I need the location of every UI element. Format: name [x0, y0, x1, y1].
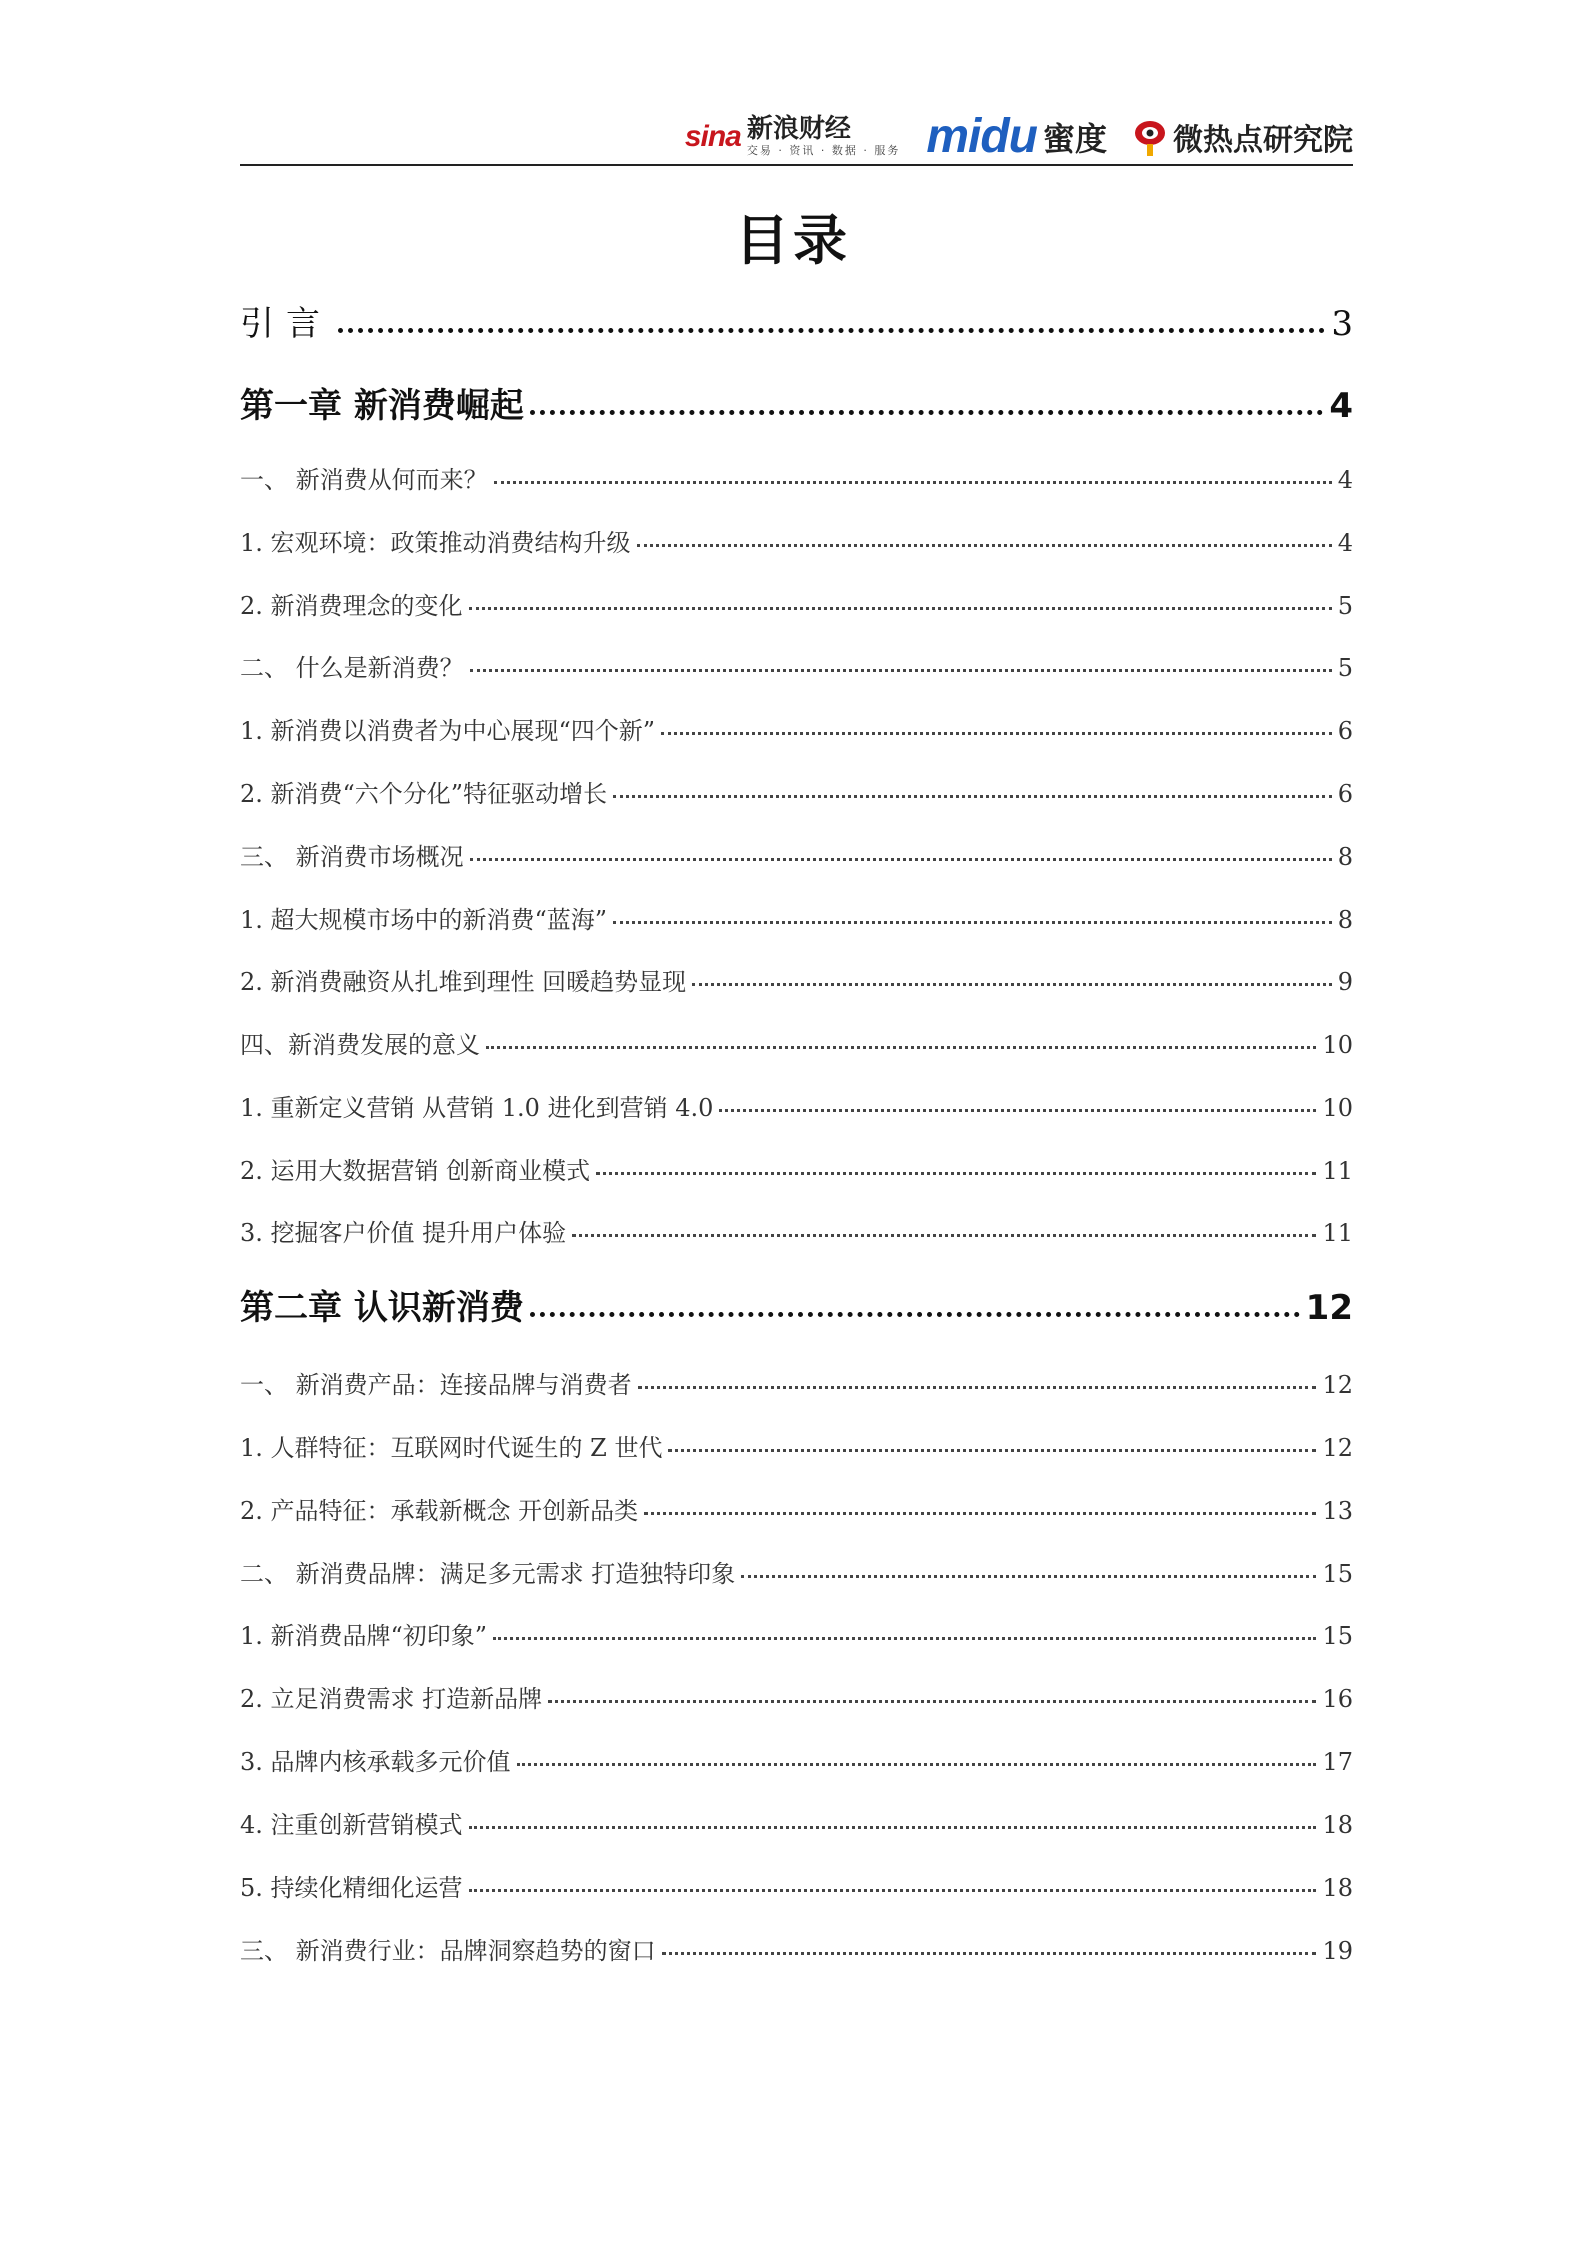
toc-page-number: 12 [1305, 1288, 1353, 1328]
toc-dot-leader [719, 1109, 1316, 1112]
toc-page-number: 6 [1337, 717, 1353, 745]
toc-page-number: 19 [1322, 1937, 1353, 1965]
toc-page-number: 3 [1331, 304, 1353, 344]
toc-entry-label: 1. 重新定义营销 从营销 1.0 进化到营销 4.0 [240, 1094, 714, 1122]
toc-section-entry[interactable] [240, 1931, 1353, 1966]
toc-page-number: 4 [1329, 386, 1353, 426]
toc-section-entry[interactable] [240, 1805, 1353, 1840]
toc-entry-label: 1. 超大规模市场中的新消费“蓝海” [240, 906, 608, 934]
toc-dot-leader [530, 410, 1323, 415]
toc-dot-leader [613, 795, 1332, 798]
toc-page-number: 13 [1322, 1497, 1353, 1525]
toc-page-number: 15 [1322, 1622, 1353, 1650]
toc-page-number: 11 [1322, 1219, 1353, 1247]
toc-dot-leader [530, 1312, 1300, 1317]
toc-dot-leader [338, 328, 1325, 333]
toc-entry-label: 一、 新消费从何而来？ [240, 466, 488, 494]
toc-entry-label: 二、 什么是新消费？ [240, 654, 464, 682]
toc-page-number: 8 [1337, 843, 1353, 871]
toc-entry-label: 三、 新消费市场概况 [240, 843, 464, 871]
toc-entry-label: 引言 [240, 304, 332, 344]
toc-title: 目录 [735, 209, 851, 272]
toc-dot-leader [668, 1449, 1316, 1452]
toc-page-number: 5 [1337, 592, 1353, 620]
toc-entry-label: 3. 品牌内核承载多元价值 [240, 1748, 511, 1776]
toc-dot-leader [572, 1234, 1316, 1237]
toc-section-entry[interactable] [240, 1679, 1353, 1714]
toc-page-number: 17 [1322, 1748, 1353, 1776]
toc-page-number: 16 [1322, 1685, 1353, 1713]
toc-dot-leader [662, 1952, 1317, 1955]
toc-entry-label: 1. 新消费品牌“初印象” [240, 1622, 488, 1650]
toc-entry-label: 第一章 新消费崛起 [240, 386, 524, 426]
toc-section-entry[interactable] [240, 774, 1353, 809]
toc-section-entry[interactable] [240, 1554, 1353, 1589]
sina-logo-text [747, 116, 900, 158]
toc-dot-leader [470, 669, 1332, 672]
toc-section-entry[interactable] [240, 1151, 1353, 1186]
toc-section-entry[interactable] [240, 1428, 1353, 1463]
sina-finance-logo [685, 116, 901, 158]
toc-entry-label: 2. 立足消费需求 打造新品牌 [240, 1685, 543, 1713]
toc-dot-leader [613, 921, 1332, 924]
toc-section-entry[interactable] [240, 711, 1353, 746]
toc-dot-leader [470, 858, 1332, 861]
toc-intro-entry[interactable] [240, 296, 1353, 345]
toc-page-number: 10 [1322, 1031, 1353, 1059]
toc-entry-label: 三、 新消费行业：品牌洞察趋势的窗口 [240, 1937, 656, 1965]
header-divider [240, 164, 1353, 166]
toc-section-entry[interactable] [240, 837, 1353, 872]
toc-entry-label: 四、新消费发展的意义 [240, 1031, 480, 1059]
toc-section-entry[interactable] [240, 586, 1353, 621]
toc-section-entry[interactable] [240, 1491, 1353, 1526]
toc-page-number: 18 [1322, 1811, 1353, 1839]
midu-logo [926, 110, 1107, 163]
weibo-eye-icon [1133, 117, 1167, 157]
toc-section-entry[interactable] [240, 962, 1353, 997]
toc-page-number: 12 [1322, 1371, 1353, 1399]
toc-dot-leader [637, 544, 1332, 547]
toc-section-entry[interactable] [240, 900, 1353, 935]
toc-page-number: 9 [1337, 968, 1353, 996]
sina-logo-tagline: 交易 · 资讯 · 数据 · 服务 [746, 144, 901, 157]
wrd-institute-logo [1133, 115, 1353, 159]
toc-page-number: 5 [1337, 654, 1353, 682]
toc-entry-label: 5. 持续化精细化运营 [240, 1874, 463, 1902]
toc-entry-label: 1. 新消费以消费者为中心展现“四个新” [240, 717, 656, 745]
toc-section-entry[interactable] [240, 460, 1353, 495]
toc-entry-label: 2. 运用大数据营销 创新商业模式 [240, 1157, 591, 1185]
sina-logo-name: 新浪财经 [746, 114, 851, 144]
midu-logo-name: 蜜度 [1042, 120, 1107, 158]
toc-page-number: 12 [1322, 1434, 1353, 1462]
toc-page-number: 18 [1322, 1874, 1353, 1902]
toc-section-entry[interactable] [240, 1868, 1353, 1903]
toc-page-number: 10 [1322, 1094, 1353, 1122]
toc-dot-leader [638, 1386, 1317, 1389]
toc-page-number: 4 [1337, 529, 1353, 557]
toc-dot-leader [469, 1826, 1317, 1829]
toc-entry-label: 二、 新消费品牌：满足多元需求 打造独特印象 [240, 1560, 736, 1588]
toc-dot-leader [692, 983, 1332, 986]
toc-entry-label: 2. 产品特征：承载新概念 开创新品类 [240, 1497, 639, 1525]
toc-dot-leader [469, 607, 1332, 610]
toc-entry-label: 4. 注重创新营销模式 [240, 1811, 463, 1839]
toc-page-number: 6 [1337, 780, 1353, 808]
sina-logo-mark: sina [684, 120, 741, 153]
toc-dot-leader [596, 1172, 1316, 1175]
toc-section-entry[interactable] [240, 1025, 1353, 1060]
toc-section-entry[interactable] [240, 1213, 1353, 1248]
toc-dot-leader [517, 1763, 1317, 1766]
toc-entry-label: 2. 新消费理念的变化 [240, 592, 463, 620]
toc-page-number: 11 [1322, 1157, 1353, 1185]
toc-dot-leader [469, 1889, 1317, 1892]
toc-page-number: 8 [1337, 906, 1353, 934]
midu-logo-mark: midu [926, 110, 1037, 163]
toc-entry-label: 1. 宏观环境：政策推动消费结构升级 [240, 529, 631, 557]
toc-entry-label: 1. 人群特征：互联网时代诞生的 Z 世代 [240, 1434, 663, 1462]
toc-section-entry[interactable] [240, 1616, 1353, 1651]
toc-section-entry[interactable] [240, 1088, 1353, 1123]
toc-entry-label: 2. 新消费融资从扎堆到理性 回暖趋势显现 [240, 968, 687, 996]
toc-dot-leader [644, 1512, 1316, 1515]
toc-entry-label: 3. 挖掘客户价值 提升用户体验 [240, 1219, 567, 1247]
toc-dot-leader [548, 1700, 1316, 1703]
toc-dot-leader [486, 1046, 1316, 1049]
toc-dot-leader [661, 732, 1332, 735]
toc-section-entry[interactable] [240, 1365, 1353, 1400]
toc-page-number: 15 [1322, 1560, 1353, 1588]
toc-dot-leader [494, 481, 1332, 484]
toc-section-entry[interactable] [240, 648, 1353, 683]
toc-chapter-entry[interactable] [240, 378, 1353, 427]
toc-entry-label: 第二章 认识新消费 [240, 1288, 524, 1328]
wrd-logo-name: 微热点研究院 [1173, 123, 1353, 158]
toc-section-entry[interactable] [240, 523, 1353, 558]
toc-dot-leader [493, 1637, 1316, 1640]
toc-dot-leader [741, 1575, 1316, 1578]
toc-entry-label: 一、 新消费产品：连接品牌与消费者 [240, 1371, 632, 1399]
toc-chapter-entry[interactable] [240, 1280, 1353, 1329]
toc-section-entry[interactable] [240, 1742, 1353, 1777]
toc-page-number: 4 [1337, 466, 1353, 494]
toc-entry-label: 2. 新消费“六个分化”特征驱动增长 [240, 780, 608, 808]
page-header [240, 108, 1353, 166]
